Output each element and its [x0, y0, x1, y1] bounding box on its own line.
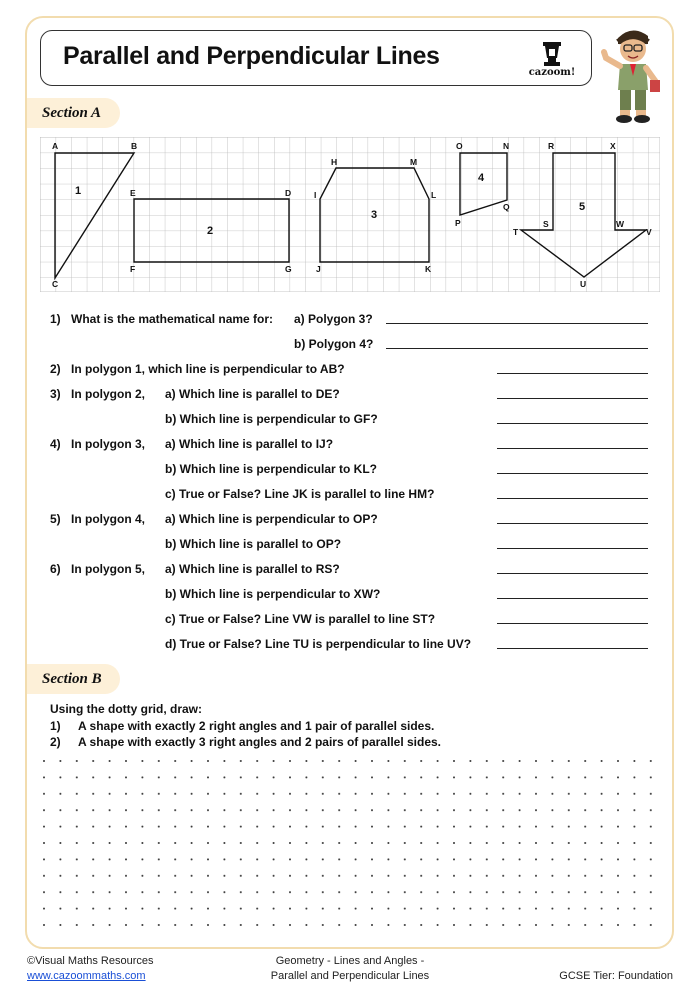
question-5-number: 5)	[50, 512, 61, 526]
footer-topic-line-2: Parallel and Perpendicular Lines	[270, 970, 430, 982]
polygon-grid-diagram	[40, 137, 660, 292]
answer-line-4b[interactable]	[497, 473, 648, 474]
title-box	[40, 30, 592, 86]
question-1b: b) Polygon 4?	[294, 337, 374, 351]
answer-line-6b[interactable]	[497, 598, 648, 599]
page-title: Parallel and Perpendicular Lines	[63, 42, 440, 70]
answer-line-5a[interactable]	[497, 523, 648, 524]
question-4-number: 4)	[50, 437, 61, 451]
answer-line-6c[interactable]	[497, 623, 648, 624]
vertex-label-p: P	[455, 218, 461, 228]
question-6-lead: In polygon 5,	[71, 562, 145, 576]
answer-line-1a[interactable]	[386, 323, 648, 324]
vertex-label-k: K	[425, 264, 432, 274]
question-4c: c) True or False? Line JK is parallel to line HM?	[165, 487, 435, 501]
section-b-item-1-text: A shape with exactly 2 right angles and 1 pair of parallel sides.	[78, 719, 435, 733]
section-b-item-2-text: A shape with exactly 3 right angles and 2 pairs of parallel sides.	[78, 735, 442, 749]
question-4a: a) Which line is parallel to IJ?	[165, 437, 334, 451]
answer-line-3b[interactable]	[497, 423, 648, 424]
question-3-lead: In polygon 2,	[71, 387, 145, 401]
vertex-label-f: F	[130, 264, 136, 274]
vertex-label-r: R	[548, 141, 555, 151]
question-3-number: 3)	[50, 387, 61, 401]
vertex-label-b: B	[131, 141, 138, 151]
vertex-label-a: A	[52, 141, 59, 151]
answer-line-4c[interactable]	[497, 498, 648, 499]
section-b-intro: Using the dotty grid, draw:	[50, 702, 202, 716]
vertex-label-t: T	[513, 227, 519, 237]
question-1a: a) Polygon 3?	[294, 312, 373, 326]
question-2-number: 2)	[50, 362, 61, 376]
question-5-lead: In polygon 4,	[71, 512, 145, 526]
question-2-text: In polygon 1, which line is perpendicular to AB?	[71, 362, 345, 376]
answer-line-2[interactable]	[497, 373, 648, 374]
vertex-label-e: E	[130, 188, 136, 198]
answer-line-6d[interactable]	[497, 648, 648, 649]
vertex-label-d: D	[285, 188, 292, 198]
question-6-number: 6)	[50, 562, 61, 576]
dotty-grid[interactable]	[40, 757, 660, 937]
vertex-label-o: O	[456, 141, 463, 151]
question-5b: b) Which line is parallel to OP?	[165, 537, 342, 551]
question-1-lead: What is the mathematical name for:	[71, 312, 274, 326]
section-a-tab	[27, 98, 120, 128]
vertex-label-l: L	[431, 190, 437, 200]
vertex-label-s: S	[543, 219, 549, 229]
question-5a: a) Which line is perpendicular to OP?	[165, 512, 378, 526]
question-1-number: 1)	[50, 312, 61, 326]
question-6a: a) Which line is parallel to RS?	[165, 562, 340, 576]
answer-line-6a[interactable]	[497, 573, 648, 574]
answer-line-1b[interactable]	[386, 348, 648, 349]
section-b-item-2-number: 2)	[50, 735, 61, 749]
vertex-label-u: U	[580, 279, 587, 289]
vertex-label-v: V	[646, 227, 652, 237]
shape-number-1: 1	[75, 185, 82, 197]
question-6d: d) True or False? Line TU is perpendicular to line UV?	[165, 637, 472, 651]
question-4-lead: In polygon 3,	[71, 437, 145, 451]
question-3a: a) Which line is parallel to DE?	[165, 387, 340, 401]
section-a-label: Section A	[42, 105, 102, 121]
footer-website-link[interactable]: www.cazoommaths.com	[27, 970, 146, 982]
vertex-label-x: X	[610, 141, 616, 151]
answer-line-5b[interactable]	[497, 548, 648, 549]
vertex-label-g: G	[285, 264, 292, 274]
vertex-label-j: J	[316, 264, 321, 274]
vertex-label-c: C	[52, 279, 59, 289]
shape-number-3: 3	[371, 209, 378, 221]
vertex-label-i: I	[314, 190, 317, 200]
answer-line-3a[interactable]	[497, 398, 648, 399]
question-4b: b) Which line is perpendicular to KL?	[165, 462, 378, 476]
vertex-label-m: M	[410, 157, 418, 167]
question-6b: b) Which line is perpendicular to XW?	[165, 587, 381, 601]
answer-line-4a[interactable]	[497, 448, 648, 449]
cazoom-logo	[524, 40, 580, 84]
vertex-label-n: N	[503, 141, 510, 151]
shape-number-2: 2	[207, 225, 214, 237]
footer-topic-line-1: Geometry - Lines and Angles -	[275, 955, 425, 967]
question-6c: c) True or False? Line VW is parallel to line ST?	[165, 612, 436, 626]
shape-number-5: 5	[579, 201, 586, 213]
trophy-icon	[524, 40, 580, 70]
section-b-tab	[27, 664, 120, 694]
mascot-boy-illustration	[598, 24, 668, 124]
vertex-label-h: H	[331, 157, 338, 167]
footer-tier: GCSE Tier: Foundation	[559, 970, 673, 982]
vertex-label-q: Q	[503, 202, 510, 212]
vertex-label-w: W	[616, 219, 625, 229]
logo-text: cazoom!	[528, 67, 576, 78]
section-b-item-1-number: 1)	[50, 719, 61, 733]
shape-number-4: 4	[478, 172, 485, 184]
section-b-label: Section B	[42, 671, 102, 687]
question-3b: b) Which line is perpendicular to GF?	[165, 412, 378, 426]
footer-copyright: ©Visual Maths Resources	[27, 955, 154, 967]
dot-pattern	[40, 757, 660, 937]
